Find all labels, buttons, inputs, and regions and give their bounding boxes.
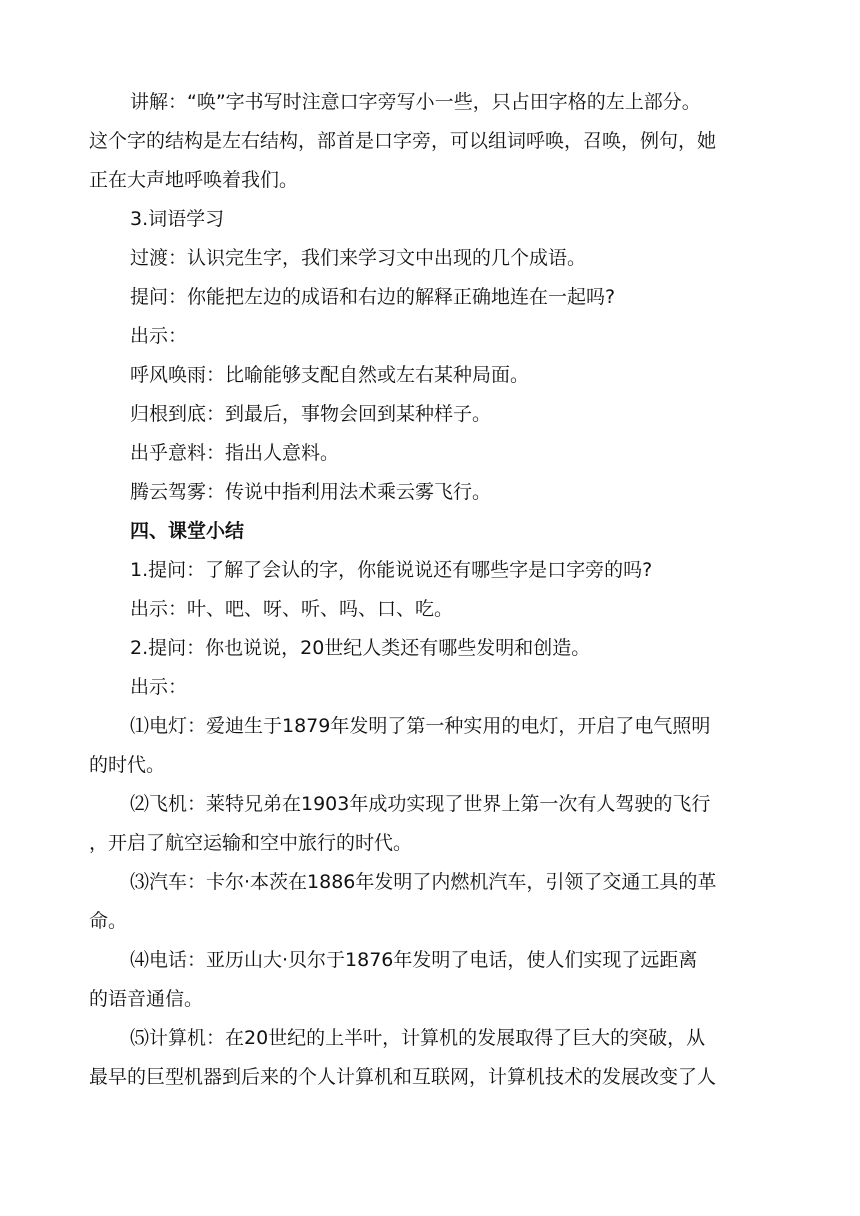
show-label: 出示： <box>130 325 188 347</box>
explanation-line: 讲解：“唤”字书写时注意口字旁写小一些，只占田字格的左上部分。 <box>130 91 701 113</box>
invention-item-continued: 命。 <box>89 910 128 932</box>
question-line: 1.提问：了解了会认的字，你能说说还有哪些字是口字旁的吗? <box>130 559 653 581</box>
invention-item: ⑶汽车：卡尔·本茨在1886年发明了内燃机汽车，引领了交通工具的革 <box>130 871 717 893</box>
invention-item: ⑸计算机：在20世纪的上半叶，计算机的发展取得了巨大的突破，从 <box>130 1027 706 1049</box>
invention-item-continued: ，开启了航空运输和空中旅行的时代。 <box>89 832 413 854</box>
section-heading-summary: 四、课堂小结 <box>130 520 245 542</box>
invention-item: ⑴电灯：爱迪生于1879年发明了第一种实用的电灯，开启了电气照明 <box>130 715 711 737</box>
invention-item-continued: 的语音通信。 <box>89 988 204 1010</box>
invention-item-continued: 的时代。 <box>89 754 166 776</box>
transition-line: 过渡：认识完生字，我们来学习文中出现的几个成语。 <box>130 247 587 269</box>
section-heading-vocabulary: 3.词语学习 <box>130 208 225 230</box>
invention-item: ⑵飞机：莱特兄弟在1903年成功实现了世界上第一次有人驾驶的飞行 <box>130 793 711 815</box>
idiom-item: 呼风唤雨：比喻能够支配自然或左右某种局面。 <box>130 364 530 386</box>
idiom-item: 归根到底：到最后，事物会回到某种样子。 <box>130 403 492 425</box>
explanation-line: 这个字的结构是左右结构，部首是口字旁，可以组词呼唤，召唤，例句，她 <box>89 130 717 152</box>
show-label: 出示： <box>130 676 188 698</box>
invention-item-continued: 最早的巨型机器到后来的个人计算机和互联网，计算机技术的发展改变了人 <box>89 1066 717 1088</box>
question-line: 2.提问：你也说说，20世纪人类还有哪些发明和创造。 <box>130 637 591 659</box>
show-line: 出示：叶、吧、呀、听、吗、口、吃。 <box>130 598 454 620</box>
explanation-line: 正在大声地呼唤着我们。 <box>89 169 299 191</box>
idiom-item: 出乎意料：指出人意料。 <box>130 442 340 464</box>
invention-item: ⑷电话：亚历山大·贝尔于1876年发明了电话，使人们实现了远距离 <box>130 949 698 971</box>
idiom-item: 腾云驾雾：传说中指利用法术乘云雾飞行。 <box>130 481 492 503</box>
question-line: 提问：你能把左边的成语和右边的解释正确地连在一起吗? <box>130 286 616 308</box>
